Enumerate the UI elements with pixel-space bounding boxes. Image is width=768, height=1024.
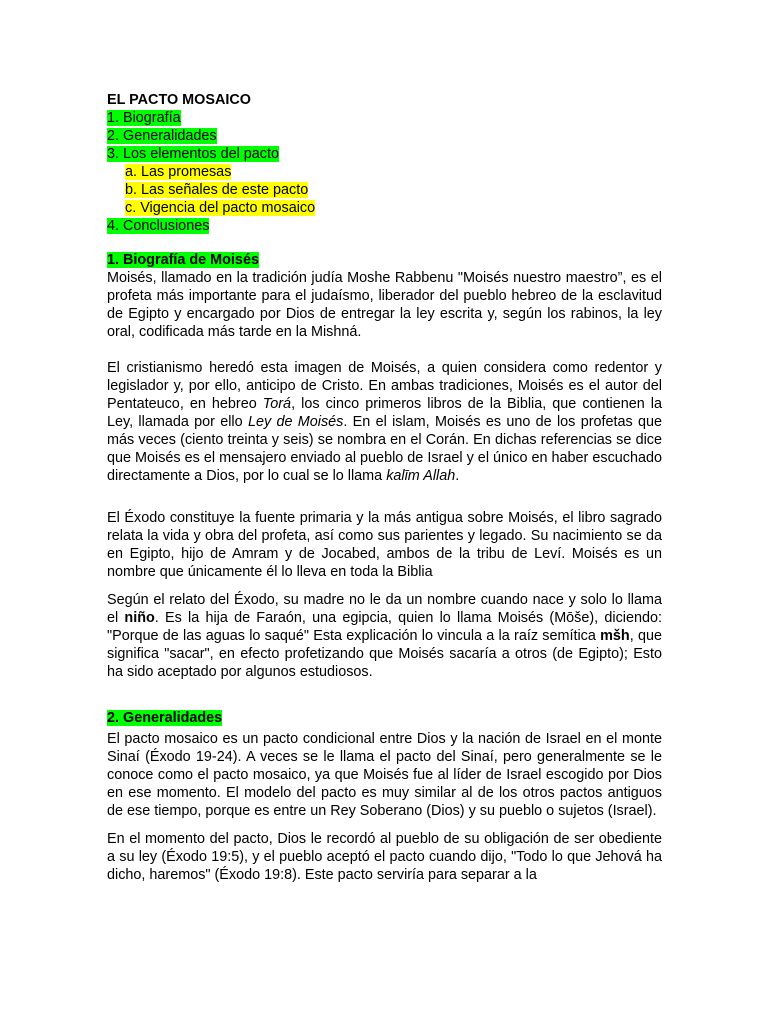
- table-of-contents: [107, 109, 662, 235]
- link-profetas: profetas: [580, 414, 633, 430]
- toc-label: c. Vigencia del pacto mosaico: [125, 200, 316, 216]
- italic-tora: Torá: [262, 396, 292, 412]
- text-run: y: [648, 360, 663, 376]
- text-run: , que significa "sacar", en efecto profetizando que Moisés sacaría a otros (de Egipto); Esto ha sido aceptado por algunos estudiosos.: [107, 628, 662, 680]
- toc-label: 4. Conclusiones: [107, 218, 210, 234]
- text-run: y, por ello,: [168, 378, 247, 394]
- toc-item-elementos: [107, 145, 662, 163]
- toc-subitem-promesas: [107, 163, 662, 181]
- link-cristianismo: cristianismo: [126, 360, 203, 376]
- text-run: , en hebreo: [179, 396, 263, 412]
- paragraph-intro: Moisés, llamado en la tradición judía Moshe Rabbenu "Moisés nuestro maestro”, es el profeta más importante para el judaísmo, liberador del pueblo hebreo de la esclavitud de Egipto y encargado por Dios de entregar la ley escrita y, según los rabinos, la ley oral, codificada más tarde en la Mishná.: [107, 270, 662, 340]
- paragraph-momento-pacto: En el momento del pacto, Dios le recordó al pueblo de su obligación de ser obediente a su ley (Éxodo 19:5), y el pueblo aceptó el pacto cuando dijo, "Todo lo que Jehová ha dicho, haremos" (Éxodo 19:8). Este pacto serviría para separar a la: [107, 831, 662, 883]
- bold-nino: niño: [124, 610, 155, 626]
- text-run: , los cinco primeros libros de la Biblia, que contienen la Ley, llamada por ello: [107, 396, 663, 430]
- text-run: . Es la hija de Faraón, una egipcia, quien lo llama Moisés (Mōše), diciendo: "Porque de las aguas lo saqué" Esta explicación lo vincula a la raíz semítica: [107, 610, 662, 644]
- heading-text: 2. Generalidades: [107, 710, 223, 726]
- toc-subitem-senales: [107, 181, 662, 199]
- toc-item-generalidades: [107, 127, 662, 145]
- italic-ley-de-moises: Ley de Moisés: [247, 414, 344, 430]
- text-run: El: [107, 360, 127, 376]
- document-title: EL PACTO MOSAICO: [107, 92, 251, 108]
- paragraph-pacto-mosaico: El pacto mosaico es un pacto condicional entre Dios y la nación de Israel en el monte Sinaí (Éxodo 19-24). A veces se le llama el pacto del Sinaí, pero generalmente se le conoce como el pacto mosaico, ya que Moisés fue al líder de Israel escogido por Dios en ese momento. El modelo del pacto es muy similar al de los otros pactos antiguos de ese tiempo, porque es entre un Rey Soberano (Dios) y su pueblo o sujetos (Israel).: [107, 731, 662, 819]
- text-run: heredó esta imagen de Moisés, a quien considera como: [202, 360, 595, 376]
- bold-msh: mšh: [600, 628, 630, 644]
- text-run: . En el: [343, 414, 393, 430]
- toc-label: 2. Generalidades: [107, 128, 217, 144]
- paragraph-relato: [107, 591, 662, 681]
- text-run: , por lo cual se lo llama: [235, 468, 387, 484]
- toc-item-conclusiones: [107, 217, 662, 235]
- link-dios: Dios: [206, 468, 235, 484]
- link-islam: islam: [392, 414, 426, 430]
- toc-label: 3. Los elementos del pacto: [107, 146, 279, 162]
- text-run: Según el relato del Éxodo, su madre no le da un nombre cuando nace y solo lo llama el: [107, 592, 662, 626]
- text-run: .: [455, 468, 460, 484]
- text-run: . En ambas tradiciones, Moisés es el autor del: [359, 378, 662, 394]
- text-run: que más veces (ciento treinta y seis) se nombra en el: [107, 414, 663, 448]
- section-heading-generalidades: [107, 709, 662, 727]
- italic-kalim-allah: kalīm Allah: [386, 468, 456, 484]
- link-anticipo-de-cristo: anticipo de Cristo: [246, 378, 360, 394]
- link-legislador: legislador: [107, 378, 169, 394]
- toc-label: a. Las promesas: [125, 164, 232, 180]
- text-run: . En dichas referencias se dice que Moisés es el mensajero enviado al pueblo de Israel y el único en haber escuchado directamente a: [107, 432, 662, 484]
- toc-label: 1. Biografía: [107, 110, 181, 126]
- document-body: [107, 91, 662, 884]
- paragraph-cristianismo: [107, 359, 662, 485]
- toc-label: b. Las señales de este pacto: [125, 182, 309, 198]
- heading-text: 1. Biografía de Moisés: [107, 252, 259, 268]
- text-run: , Moisés es uno de los: [425, 414, 581, 430]
- paragraph-exodo: El Éxodo constituye la fuente primaria y la más antigua sobre Moisés, el libro sagrado relata la vida y obra del profeta, así como sus parientes y legado. Su nacimiento se da en Egipto, hijo de Amram y de Jocabed, ambos de la tribu de Leví. Moisés es un nombre que únicamente él lo lleva en toda la Biblia: [107, 510, 662, 580]
- link-redentor: redentor: [594, 360, 649, 376]
- link-coran: Corán: [425, 432, 465, 448]
- section-heading-biografia: [107, 251, 662, 269]
- link-pentateuco: Pentateuco: [107, 396, 180, 412]
- toc-item-biografia: [107, 109, 662, 127]
- toc-subitem-vigencia: [107, 199, 662, 217]
